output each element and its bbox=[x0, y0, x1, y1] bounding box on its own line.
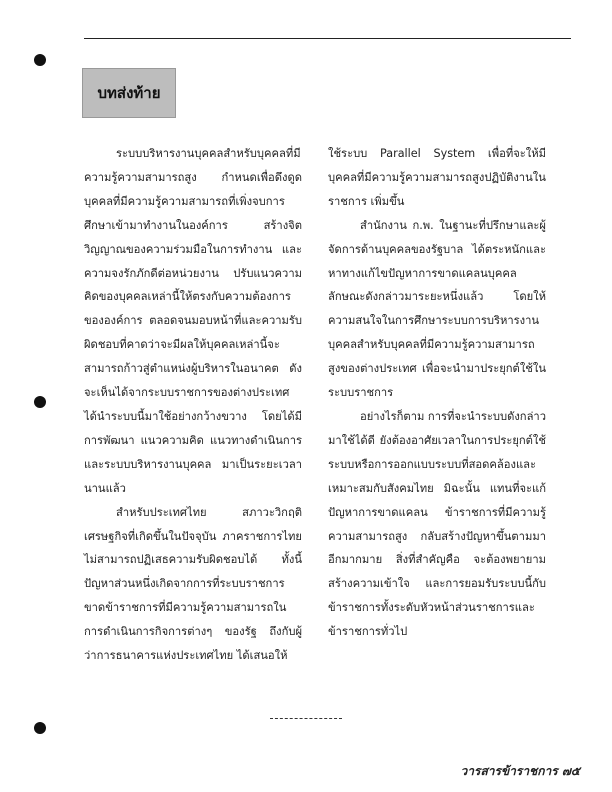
page-footer bbox=[461, 762, 580, 781]
paragraph: อย่างไรก็ตาม การที่จะนำระบบดังกล่าวมาใช้ได้ดี ยังต้องอาศัยเวลาในการประยุกต์ใช้ระบบหรือการออกแบบระบบที่สอดคล้องและเหมาะสมกับสังคมไทย มิฉะนั้น แทนที่จะแก้ปัญหาการขาดแคลน ข้าราชการที่มีความรู้ความสามารถสูง กลับสร้างปัญหาขึ้นตามมาอีกมากมาย สิ่งที่สำคัญคือ จะต้องพยายามสร้างความเข้าใจ และการยอมรับระบบนี้กับข้าราชการทั้งระดับหัวหน้าส่วนราชการและข้าราชการทั่วไป bbox=[328, 409, 546, 639]
page-number: ๗๕ bbox=[561, 764, 580, 778]
left-column bbox=[84, 142, 302, 668]
binder-hole-icon bbox=[34, 396, 46, 408]
binder-hole-icon bbox=[34, 54, 46, 66]
paragraph: ใช้ระบบ Parallel System เพื่อที่จะให้มีบุคคลที่มีความรู้ความสามารถสูงปฏิบัติงานในราชการ เพิ่มขึ้น bbox=[328, 147, 546, 208]
top-rule bbox=[84, 38, 571, 39]
paragraph: สำนักงาน ก.พ. ในฐานะที่ปรึกษาและผู้จัดการด้านบุคคลของรัฐบาล ได้ตระหนักและหาทางแก้ไขปัญหาการขาดแคลนบุคคลลักษณะดังกล่าวมาระยะหนึ่งแล้ว โดยให้ความสนใจในการศึกษาระบบการบริหารงานบุคคลสำหรับบุคคลที่มีความรู้ความสามารถสูงของต่างประเทศ เพื่อจะนำมาประยุกต์ใช้ในระบบราชการ bbox=[328, 218, 546, 400]
section-heading-box bbox=[82, 68, 176, 118]
paragraph: สำหรับประเทศไทย สภาวะวิกฤติเศรษฐกิจที่เกิดขึ้นในปัจจุบัน ภาคราชการไทยไม่สามารถปฏิเสธความรับผิดชอบได้ ทั้งนี้ปัญหาส่วนหนึ่งเกิดจากการที่ระบบราชการขาดข้าราชการที่มีความรู้ความสามารถในการดำเนินการกิจการต่างๆ ของรัฐ ถึงกับผู้ว่าการธนาคารแห่งประเทศไทย ได้เสนอให้ bbox=[84, 505, 302, 663]
end-separator bbox=[270, 718, 342, 719]
journal-title: วารสารข้าราชการ bbox=[460, 764, 558, 778]
section-heading: บทส่งท้าย bbox=[97, 84, 161, 102]
binder-hole-icon bbox=[34, 722, 46, 734]
right-column bbox=[328, 142, 546, 644]
paragraph: ระบบบริหารงานบุคคลสำหรับบุคคลที่มีความรู้ความสามารถสูง กำหนดเพื่อดึงดูดบุคคลที่มีความรู้ความสามารถที่เพิ่งจบการศึกษาเข้ามาทำงานในองค์การ สร้างจิตวิญญาณของความร่วมมือในการทำงาน และความจงรักภักดีต่อหน่วยงาน ปรับแนวความคิดของบุคคลเหล่านี้ให้ตรงกับความต้องการขององค์การ ตลอดจนมอบหน้าที่และความรับผิดชอบที่คาดว่าจะมีผลให้บุคคลเหล่านี้จะสามารถก้าวสู่ตำแหน่งผู้บริหารในอนาคต ดังจะเห็นได้จากระบบราชการของต่างประเทศได้นำระบบนี้มาใช้อย่างกว้างขวาง โดยได้มีการพัฒนา แนวความคิด แนวทางดำเนินการ และระบบบริหารงานบุคคล มาเป็นระยะเวลานานแล้ว bbox=[84, 147, 302, 495]
